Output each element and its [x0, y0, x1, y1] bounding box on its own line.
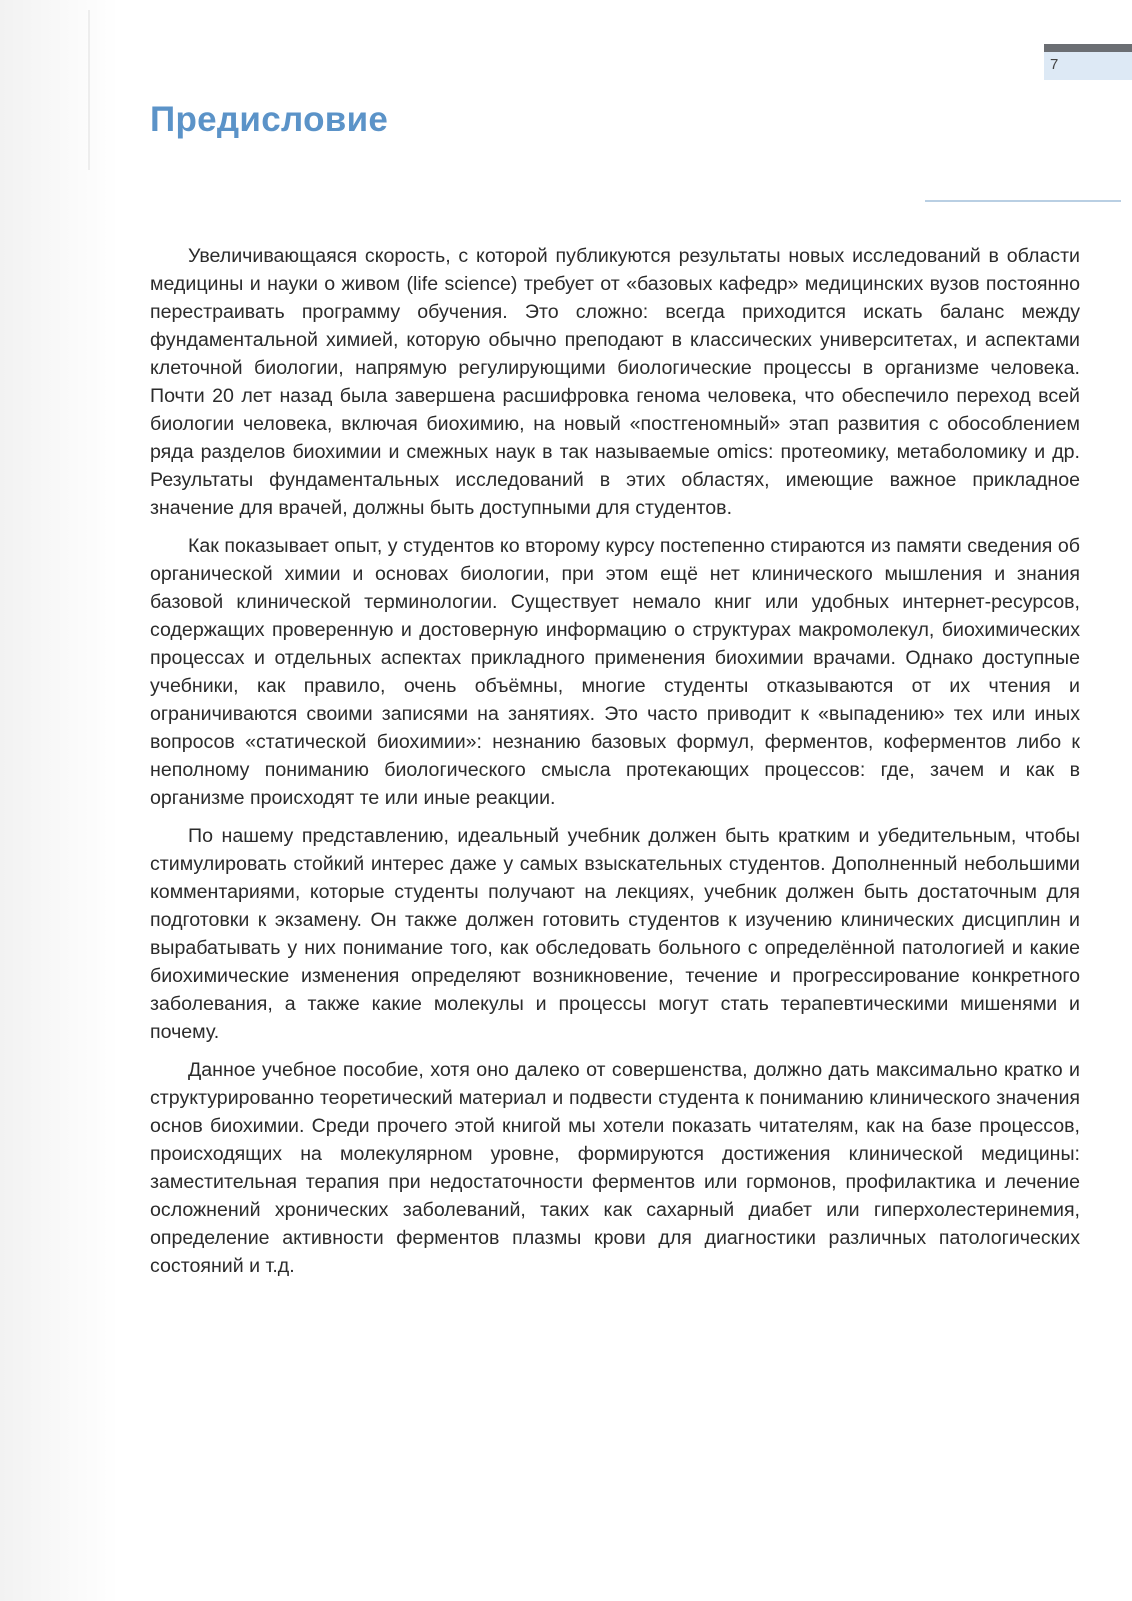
- paragraph: Как показывает опыт, у студентов ко второму курсу постепенно стираются из памяти сведения об органической химии и основах биологии, при этом ещё нет клинического мышления и знания базовой клинической терминологии. Существует немало книг или удобных интернет-ресурсов, содержащих проверенную и достоверную информацию о структурах макромолекул, биохимических процессах и отдельных аспектах прикладного применения биохимии врачами. Однако доступные учебники, как правило, очень объёмны, многие студенты отказываются от их чтения и ограничиваются своими записями на занятиях. Это часто приводит к «выпадению» тех или иных вопросов «статической биохимии»: незнанию базовых формул, ферментов, коферментов либо к неполному пониманию биологического смысла протекающих процессов: где, зачем и как в организме происходят те или иные реакции.: [150, 535, 1080, 809]
- title-divider: [925, 200, 1121, 202]
- body-text: [150, 242, 1080, 1290]
- scan-artifact-line: [88, 10, 90, 170]
- scan-shadow: [0, 0, 120, 1601]
- page-number-tab: [1044, 44, 1132, 80]
- page-title: Предисловие: [150, 100, 389, 139]
- paragraph: Данное учебное пособие, хотя оно далеко от совершенства, должно дать максимально кратко и структурированно теоретический материал и подвести студента к пониманию клинического значения основ биохимии. Среди прочего этой книгой мы хотели показать читателям, как на базе процессов, происходящих на молекулярном уровне, формируются достижения клинической медицины: заместительная терапия при недостаточности ферментов или гормонов, профилактика и лечение осложнений хронических заболеваний, таких как сахарный диабет или гиперхолестеринемия, определение активности ферментов плазмы крови для диагностики различных патологических состояний и т.д.: [150, 1059, 1080, 1277]
- page-number: 7: [1050, 56, 1059, 73]
- paragraph: Увеличивающаяся скорость, с которой публикуются результаты новых исследований в области медицины и науки о живом (life science) требует от «базовых кафедр» медицинских вузов постоянно перестраивать программу обучения. Это сложно: всегда приходится искать баланс между фундаментальной химией, которую обычно преподают в классических университетах, и аспектами клеточной биологии, напрямую регулирующими биологические процессы в организме человека. Почти 20 лет назад была завершена расшифровка генома человека, что обеспечило переход всей биологии человека, включая биохимию, на новый «постгеномный» этап развития с обособлением ряда разделов биохимии и смежных наук в так называемые omics: протеомику, метаболомику и др. Результаты фундаментальных исследований в этих областях, имеющие важное прикладное значение для врачей, должны быть доступными для студентов.: [150, 245, 1080, 519]
- paragraph: По нашему представлению, идеальный учебник должен быть кратким и убедительным, чтобы стимулировать стойкий интерес даже у самых взыскательных студентов. Дополненный небольшими комментариями, которые студенты получают на лекциях, учебник должен быть достаточным для подготовки к экзамену. Он также должен готовить студентов к изучению клинических дисциплин и вырабатывать у них понимание того, как обследовать больного с определённой патологией и какие биохимические изменения определяют возникновение, течение и прогрессирование конкретного заболевания, а также какие молекулы и процессы могут стать терапевтическими мишенями и почему.: [150, 825, 1080, 1043]
- page-tab-bar: [1044, 44, 1132, 52]
